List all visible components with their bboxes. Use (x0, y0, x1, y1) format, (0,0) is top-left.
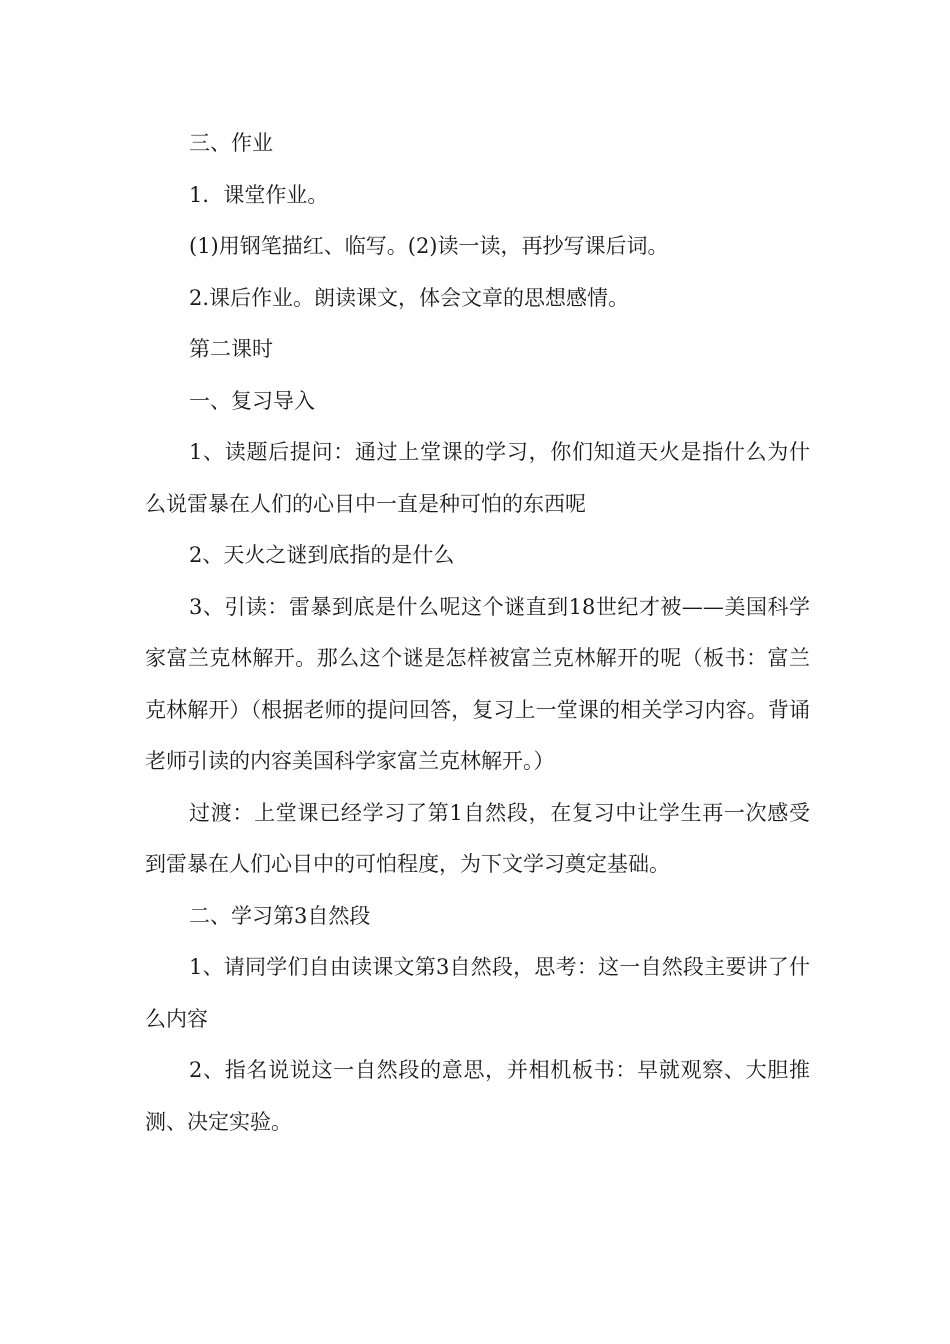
paragraph-3-task-2: 2、指名说说这一自然段的意思，并相机板书：早就观察、大胆推测、决定实验。 (145, 1058, 810, 1134)
homework-classwork-details: (1)用钢笔描红、临写。(2)读一读，再抄写课后词。 (189, 234, 669, 258)
review-question-1: 1、读题后提问：通过上堂课的学习，你们知道天火是指什么为什么说雷暴在人们的心目中一直是种可怕的东西呢 (145, 440, 810, 516)
section-heading-homework: 三、作业 (189, 131, 273, 155)
paragraph-3-task-1: 1、请同学们自由读课文第3自然段，思考：这一自然段主要讲了什么内容 (145, 955, 810, 1031)
transition-paragraph: 过渡：上堂课已经学习了第1自然段，在复习中让学生再一次感受到雷暴在人们心目中的可怕程度，为下文学习奠定基础。 (145, 800, 810, 876)
homework-item-after-class: 2.课后作业。朗读课文，体会文章的思想感情。 (189, 285, 630, 310)
document-body (145, 118, 810, 1148)
section-heading-review: 一、复习导入 (189, 388, 315, 413)
review-guided-reading: 3、引读：雷暴到底是什么呢这个谜直到18世纪才被——美国科学家富兰克林解开。那么这个谜是怎样被富兰克林解开的呢（板书：富兰克林解开）（根据老师的提问回答，复习上一堂课的相关学习内容。背诵老师引读的内容美国科学家富兰克林解开。） (145, 594, 810, 773)
lesson-heading-second-period: 第二课时 (189, 337, 273, 361)
review-question-2: 2、天火之谜到底指的是什么 (189, 543, 455, 567)
homework-item-classwork: 1．课堂作业。 (189, 182, 329, 207)
section-heading-paragraph-3: 二、学习第3自然段 (189, 903, 371, 928)
